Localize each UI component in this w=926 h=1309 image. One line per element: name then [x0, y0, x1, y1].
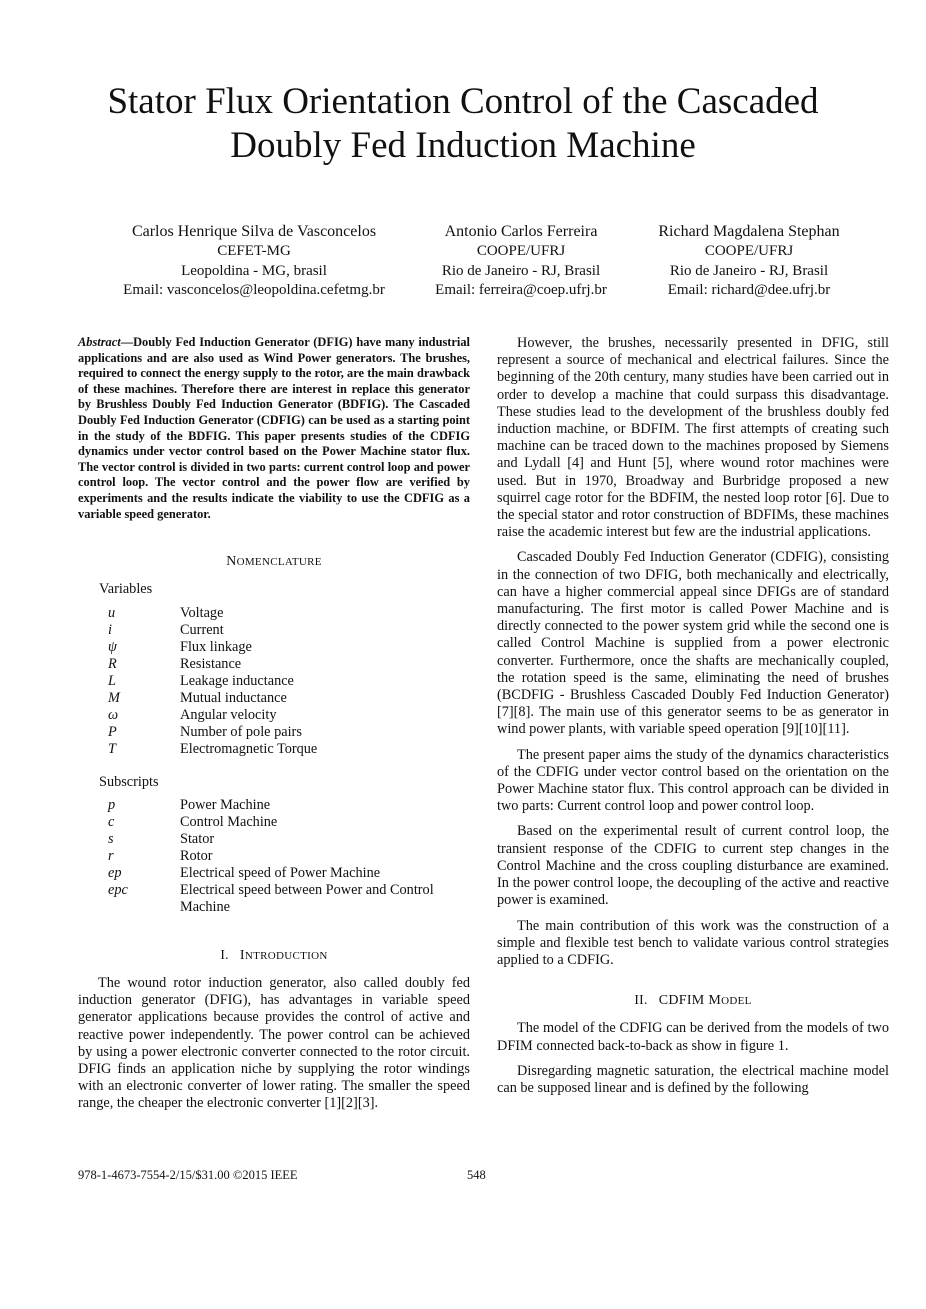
- nomenclature-symbol: ep: [108, 864, 122, 881]
- nomenclature-symbol: s: [108, 830, 114, 847]
- title-line-1: Stator Flux Orientation Control of the Cascaded: [107, 81, 819, 122]
- nomenclature-row: [78, 690, 470, 707]
- left-column: [78, 335, 470, 1113]
- nomenclature-meaning: Leakage inductance: [180, 672, 294, 689]
- nomenclature-symbol: i: [108, 621, 112, 638]
- title-line-2: Doubly Fed Induction Machine: [230, 125, 696, 166]
- model-paragraph-1: The model of the CDFIG can be derived from the models of two DFIM connected back-to-back as show in figure 1.: [497, 1020, 889, 1054]
- subscripts-label: Subscripts: [99, 773, 159, 790]
- variables-table: [78, 605, 470, 758]
- author-email: Email: vasconcelos@leopoldina.cefetmg.br: [123, 282, 385, 298]
- author-email: Email: ferreira@coep.ufrj.br: [435, 282, 607, 298]
- nomenclature-meaning: Rotor: [180, 847, 213, 864]
- nomenclature-row: [78, 656, 470, 673]
- author-location: Rio de Janeiro - RJ, Brasil: [441, 262, 601, 279]
- nomenclature-row: [78, 865, 470, 882]
- nomenclature-row: [78, 882, 470, 916]
- author-affiliation: COOPE/UFRJ: [704, 243, 794, 259]
- nomenclature-row: [78, 741, 470, 758]
- intro-paragraph-6: The main contribution of this work was the construction of a simple and flexible test bench to validate various control strategies applied to a CDFIG.: [497, 917, 889, 968]
- nomenclature-symbol: T: [108, 740, 116, 757]
- nomenclature-row: [78, 797, 470, 814]
- nomenclature-meaning: Power Machine: [180, 796, 271, 813]
- nomenclature-row: [78, 831, 470, 848]
- nomenclature-meaning: Mutual inductance: [180, 689, 287, 706]
- author-name: Richard Magdalena Stephan: [658, 223, 840, 240]
- author-name: Antonio Carlos Ferreira: [444, 223, 598, 240]
- nomenclature-row: [78, 673, 470, 690]
- intro-paragraph-3: Cascaded Doubly Fed Induction Generator (CDFIG), consisting in the connection of two DFIG, both mechanically and electrically, can have a higher commercial appeal since DFIGs are of standard manufacturing. The first motor is called Power Machine and is directly connected to the power system grid while the second one is called Control Machine is supplied from a power electronic converter. Furthermore, once the shafts are mechanically coupled, the rotation speed is the same, eliminating the need of brushes (BCDFIG - Brushless Cascaded Doubly Fed Induction Generator) [7][8]. The main use of this generator seems to be as generator in wind power plants, with variable speed operation [9][10][11].: [497, 549, 889, 738]
- intro-paragraph-5: Based on the experimental result of current control loop, the transient response of the CDFIG to current step changes in the Control Machine and the cross coupling disturbance are examined. In the power control loope, the decoupling of the active and reactive power is examined.: [497, 823, 889, 909]
- variables-label: Variables: [99, 581, 153, 598]
- nomenclature-row: [78, 707, 470, 724]
- nomenclature-symbol: R: [108, 655, 117, 672]
- nomenclature-symbol: M: [108, 689, 120, 706]
- page-number: 548: [467, 1168, 486, 1182]
- nomenclature-meaning: Resistance: [180, 655, 242, 672]
- nomenclature-meaning: Flux linkage: [180, 638, 252, 655]
- nomenclature-symbol: P: [108, 723, 117, 740]
- paper-title: [60, 80, 866, 168]
- nomenclature-row: [78, 639, 470, 656]
- author-affiliation: CEFET-MG: [217, 243, 291, 259]
- intro-paragraph-1: The wound rotor induction generator, also called doubly fed induction generator (DFIG), has advantages in variable speed generator applications because provides the control of active and reactive power independently. The power control can be achieved by using a power electronic converter connected to the rotor circuit. DFIG finds an application niche by supplying the rotor windings with an electronic converter of lower rating. The smaller the speed range, the cheaper the electronic converter [1][2][3].: [78, 974, 470, 1112]
- author-location: Rio de Janeiro - RJ, Brasil: [669, 262, 829, 279]
- author-3: [640, 222, 858, 301]
- subscripts-table: [78, 797, 470, 916]
- nomenclature-row: [78, 848, 470, 865]
- nomenclature-row: [78, 605, 470, 622]
- nomenclature-heading: NOMENCLATURE: [226, 554, 322, 570]
- copyright-notice: 978-1-4673-7554-2/15/$31.00 ©2015 IEEE: [78, 1168, 298, 1182]
- nomenclature-meaning: Voltage: [180, 604, 224, 621]
- nomenclature-symbol: L: [108, 672, 116, 689]
- abstract: [78, 335, 470, 522]
- intro-paragraph-4: The present paper aims the study of the dynamics characteristics of the CDFIG under vector control based on the orientation on the Power Machine stator flux. This control approach can be divided in two parts: Current control loop and power control loop.: [497, 746, 889, 815]
- model-paragraph-2: Disregarding magnetic saturation, the electrical machine model can be supposed linear and is defined by the following: [497, 1062, 889, 1096]
- nomenclature-meaning: Control Machine: [180, 813, 278, 830]
- nomenclature-symbol: ψ: [108, 638, 117, 655]
- abstract-label: Abstract: [78, 335, 121, 349]
- nomenclature-meaning: Electrical speed between Power and Control Machine: [180, 881, 434, 915]
- nomenclature-symbol: ω: [108, 706, 119, 723]
- nomenclature-row: [78, 814, 470, 831]
- nomenclature-symbol: p: [108, 796, 116, 813]
- nomenclature-meaning: Number of pole pairs: [180, 723, 302, 740]
- intro-paragraph-2: However, the brushes, necessarily presented in DFIG, still represent a source of mechanical and electrical failures. Since the beginning of the 20th century, many studies have been carried out in order to develop a machine that could surpass this disadvantage. These studies lead to the development of the brushless doubly fed induction machine, or BDFIM. The first attempts of creating such machine can be traced down to the machines proposed by Siemens and Lydall [4] and Hunt [5], where wound rotor machines were used. But in 1970, Broadway and Burbridge proposed a new squirrel cage rotor for the BDFIM, the nested loop rotor [6]. Due to the special stator and rotor construction of BDFIMs, these machines raise the academic interest but few are the industrial applications.: [497, 335, 889, 541]
- right-column: [497, 335, 889, 1097]
- author-name: Carlos Henrique Silva de Vasconcelos: [131, 223, 377, 240]
- nomenclature-meaning: Electromagnetic Torque: [180, 740, 318, 757]
- nomenclature-row: [78, 724, 470, 741]
- nomenclature-symbol: u: [108, 604, 116, 621]
- author-email: Email: richard@dee.ufrj.br: [667, 282, 831, 298]
- nomenclature-symbol: epc: [108, 881, 128, 898]
- introduction-heading: I. INTRODUCTION: [220, 946, 328, 963]
- author-affiliation: COOPE/UFRJ: [476, 243, 566, 259]
- nomenclature-meaning: Stator: [180, 830, 215, 847]
- nomenclature-meaning: Angular velocity: [180, 706, 277, 723]
- nomenclature-row: [78, 622, 470, 639]
- author-1: [110, 222, 398, 301]
- abstract-text: —Doubly Fed Induction Generator (DFIG) have many industrial applications and are also used as Wind Power generators. The brushes, required to connect the energy supply to the rotor, are the main drawback of these machines. Therefore there are interest in replace this generator by Brushless Doubly Fed Induction Generator (BDFIG). The Cascaded Doubly Fed Induction Generator (CDFIG) can be used as a starting point in the study of the BDFIG. This paper presents studies of the CDFIG dynamics under vector control based on the Power Machine stator flux. The vector control is divided in two parts: current control loop and power control loop. The vector control and the power flow are verified by experiments and the results indicate the viability to use the CDFIG as a variable speed generator.: [78, 335, 470, 521]
- author-2: [420, 222, 622, 301]
- model-heading: II. CDFIM MODEL: [634, 992, 752, 1009]
- nomenclature-meaning: Electrical speed of Power Machine: [180, 864, 381, 881]
- author-location: Leopoldina - MG, brasil: [181, 262, 327, 279]
- nomenclature-symbol: c: [108, 813, 115, 830]
- nomenclature-symbol: r: [108, 847, 114, 864]
- nomenclature-meaning: Current: [180, 621, 224, 638]
